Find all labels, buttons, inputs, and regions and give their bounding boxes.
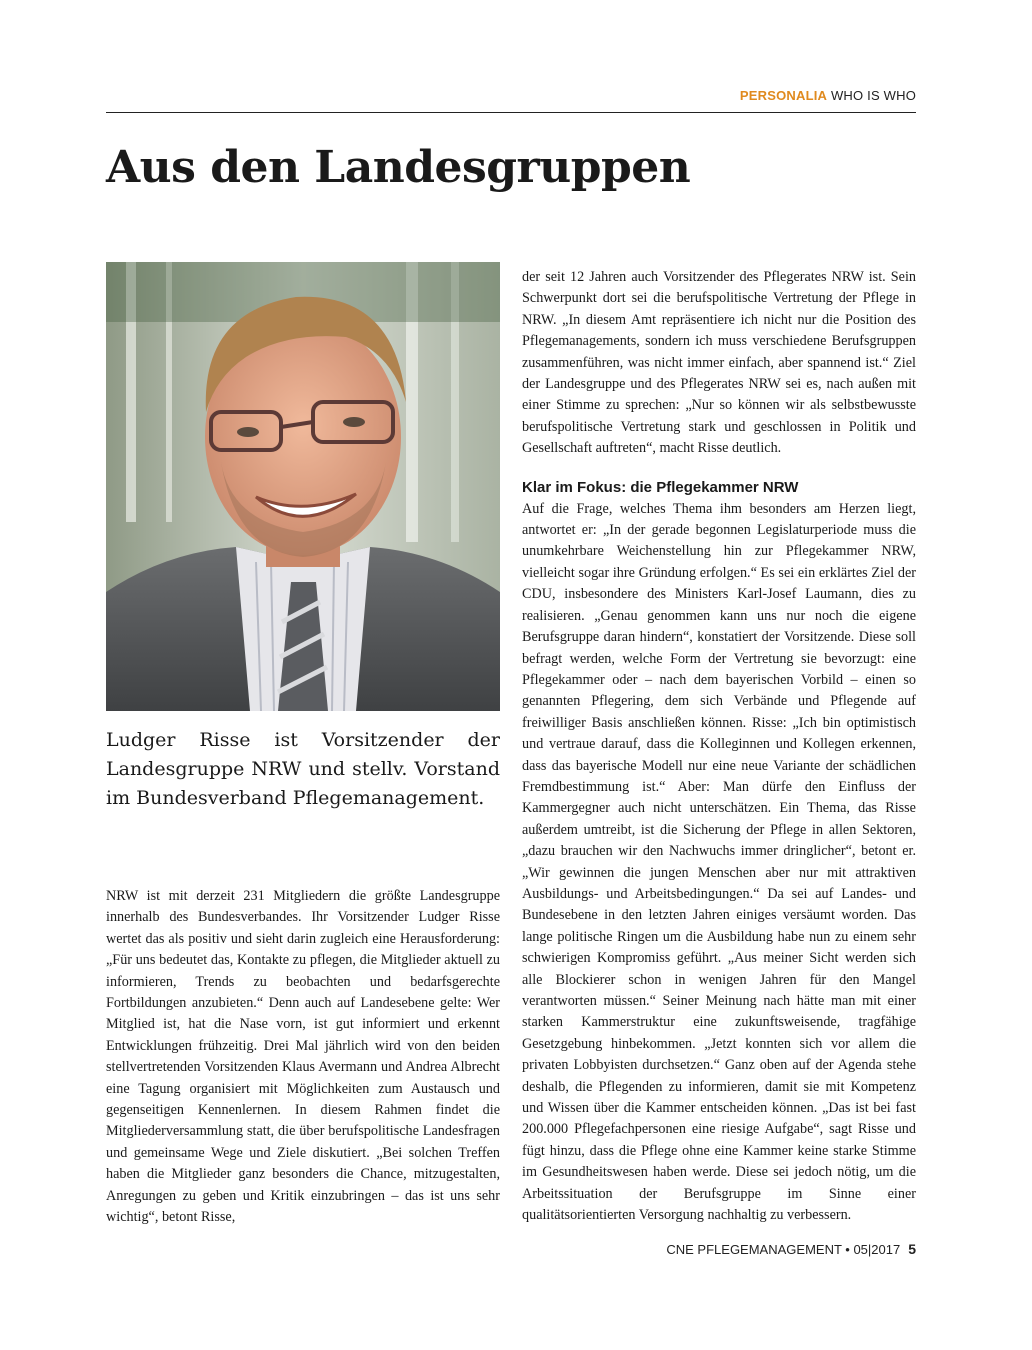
subsection-label: WHO IS WHO [830, 88, 916, 103]
body-paragraph: der seit 12 Jahren auch Vorsitzender des Pflegerates NRW ist. Sein Schwerpunkt dort sei die berufspolitische Vertretung der Pflege in NRW. „In diesem Amt repräsentiere ich nicht nur die Position des Pflegemanagements, sondern ich muss verschiedene Berufsgruppen zusammenführen, was nicht immer einfach, aber spannend ist.“ Ziel der Landesgruppe und des Pflegerates NRW sei es, nach außen mit einer Stimme zu sprechen: „Nur so können wir als selbstbewusste berufspolitische Vertretung stark und geschlossen in Politik und Gesellschaft auftreten“, macht Risse deutlich. [522, 269, 916, 457]
header-divider [106, 112, 916, 113]
photo-caption: Ludger Risse ist Vorsitzender der Landesgruppe NRW und stellv. Vorstand im Bundesverband Pflegemanagement. [106, 729, 500, 809]
page-number: 5 [908, 1241, 916, 1257]
publication-name: CNE PFLEGEMANAGEMENT • 05|2017 [666, 1242, 901, 1257]
right-text-column [522, 267, 916, 1226]
page-footer [106, 1241, 916, 1257]
body-paragraph: Auf die Frage, welches Thema ihm besonders am Herzen liegt, antwortet er: „In der gerade begonnen Legislaturperiode muss die unumkehrbare Weichenstellung hin zur Pflegekammer NRW, vielleicht sogar ihre Gründung erfolgen.“ Es sei ein erklärtes Ziel der CDU, insbesondere des Ministers Karl-Josef Laumann, dies zu realisieren. „Genau genommen kann uns nur noch die eigene Berufsgruppe daran hindern“, konstatiert der Vorsitzende. Diese soll befragt werden, welche Form der Vertretung sie bevorzugt: eine Pflegekammer oder – nach dem bayerischen Vorbild – einen so genannten Pflegering, dem sich Verbände und Pflegende auf freiwilliger Basis anschließen können. Risse: „Ich bin optimistisch und vertraue darauf, dass die Kolleginnen und Kollegen erkennen, dass das bayerische Modell nur eine neue Variante der schädlichen Fremdbestimmung ist.“ Aber: Man dürfe den Einfluss der Kammergegner auch nicht unterschätzen. Ein Thema, das Risse außerdem umtreibt, ist die Sicherung der Pflege in allen Sektoren, „dazu brauchen wir den Nachwuchs immer dringlicher“, betont er. „Wir gewinnen die jungen Menschen aber nur mit attraktiven Ausbildungs- und Arbeitsbedingungen.“ Da sei auf Landes- und Bundesebene in den letzten Jahren einiges versäumt worden. Das lange politische Ringen um die Ausbildung habe nun zu einem sehr schwierigen Kompromiss geführt. „Aus meiner Sicht werden sich alle Blockierer schon in wenigen Jahren für den Mangel verantworten müssen.“ Seiner Meinung nach hätte man mit einer starken Kammerstruktur eine zukunftsweisende, tragfähige Gesetzgebung hinbekommen. „Jetzt konnten sich vor allem die privaten Lobbyisten durchsetzen.“ Ganz oben auf der Agenda stehe deshalb, die Pflegenden zu informieren, damit sie mit Kompetenz und Wissen über die Kammer entscheiden können. „Das ist bei fast 200.000 Pflegefachpersonen eine riesige Aufgabe“, sagt Risse und fügt hinzu, dass die Pflege ohne eine Kammer keine starke Stimme im Gesundheitswesen haben werde. Diese sei jedoch nötig, um die Arbeitssituation der Berufsgruppe im Sinne einer qualitätsorientierten Versorgung nachhaltig zu verbessern. [522, 500, 916, 1224]
page-title: Aus den Landesgruppen [106, 142, 691, 193]
section-header [106, 88, 916, 103]
section-subheading: Klar im Fokus: die Pflegekammer NRW [522, 478, 799, 496]
section-label: PERSONALIA [739, 88, 828, 103]
left-text-column [106, 886, 500, 1229]
portrait-photo-icon [106, 262, 500, 711]
body-paragraph: NRW ist mit derzeit 231 Mitgliedern die größte Landesgruppe innerhalb des Bundesverbandes. Ihr Vorsitzender Ludger Risse wertet das als positiv und sieht darin zugleich eine Herausforderung: „Für uns bedeutet das, Kontakte zu pflegen, die Mitglieder aktuell zu informieren, Trends zu beobachten und bedarfsgerechte Fortbildungen anzubieten.“ Denn auch auf Landesebene gelte: Wer Mitglied ist, hat die Nase vorn, ist gut informiert und erkennt Entwicklungen frühzeitig. Drei Mal jährlich wird von den beiden stellvertretenden Vorsitzenden Klaus Avermann und Andrea Albrecht eine Tagung organisiert mit Möglichkeiten zum Austausch und gegenseitigen Kennenlernen. In diesem Rahmen findet die Mitgliederversammlung statt, die über berufspolitische Landesfragen und gemeinsame Wege und Ziele diskutiert. „Bei solchen Treffen haben die Mitglieder ganz besonders die Chance, mitzugestalten, Anregungen zu geben und Kritik einzubringen – das ist uns sehr wichtig“, betont Risse, [106, 888, 500, 1226]
